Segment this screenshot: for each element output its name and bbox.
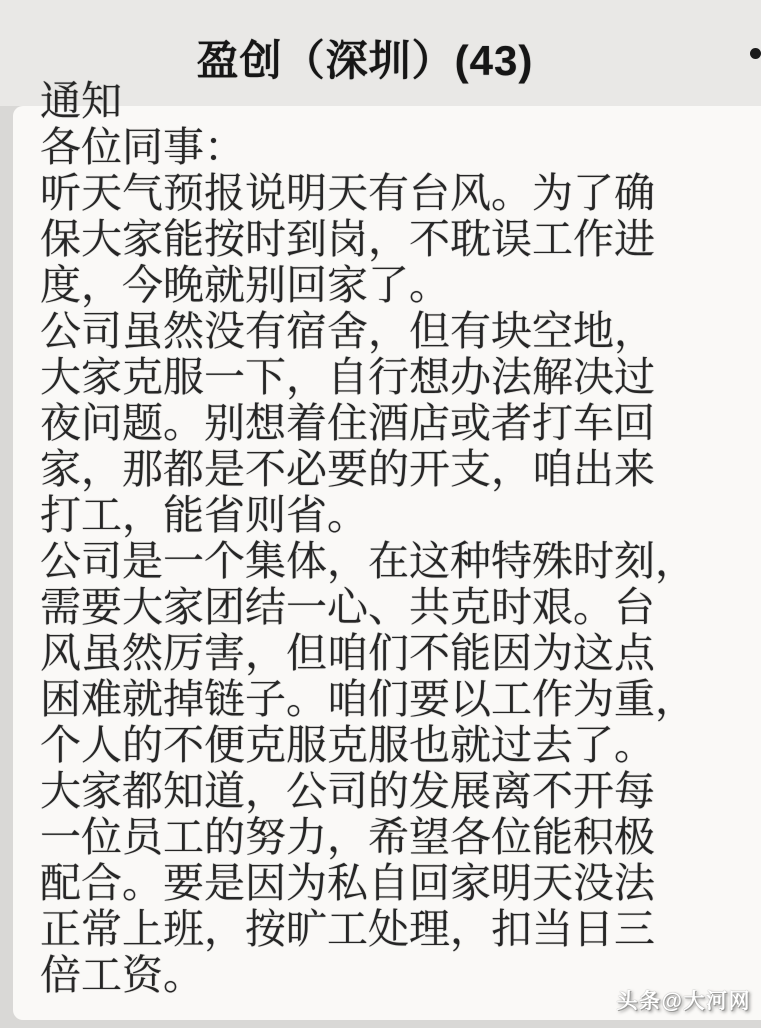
notice-image[interactable] <box>13 78 761 1020</box>
notice-line: 大家都知道，公司的发展离不开每 <box>40 768 655 814</box>
notice-line: 大家克服一下，自行想办法解决过 <box>40 354 655 400</box>
notice-line: 个人的不便克服克服也就过去了。 <box>40 722 655 768</box>
notice-line: 公司是一个集体，在这种特殊时刻， <box>40 538 696 584</box>
notice-line: 各位同事： <box>40 124 245 170</box>
more-menu-icon[interactable] <box>750 48 761 59</box>
notice-line: 家，那都是不必要的开支，咱出来 <box>40 446 655 492</box>
notice-line: 困难就掉链子。咱们要以工作为重， <box>40 676 696 722</box>
notice-line: 正常上班，按旷工处理，扣当日三 <box>40 906 655 952</box>
notice-line: 保大家能按时到岗，不耽误工作进 <box>40 216 655 262</box>
notice-line: 一位员工的努力，希望各位能积极 <box>40 814 655 860</box>
notice-line: 听天气预报说明天有台风。为了确 <box>40 170 655 216</box>
notice-line: 配合。要是因为私自回家明天没法 <box>40 860 655 906</box>
notice-line: 度，今晚就别回家了。 <box>40 262 450 308</box>
notice-line-title-clipped: 通知 <box>40 78 122 124</box>
notice-line: 打工，能省则省。 <box>40 492 368 538</box>
notice-line: 公司虽然没有宿舍，但有块空地， <box>40 308 655 354</box>
chat-title: 盈创（深圳）(43) <box>196 37 534 84</box>
notice-line: 风虽然厉害，但咱们不能因为这点 <box>40 630 655 676</box>
toutiao-watermark: 头条@大河网 <box>616 990 751 1013</box>
notice-line: 倍工资。 <box>40 952 204 998</box>
notice-line: 夜问题。别想着住酒店或者打车回 <box>40 400 655 446</box>
notice-line: 需要大家团结一心、共克时艰。台 <box>40 584 655 630</box>
